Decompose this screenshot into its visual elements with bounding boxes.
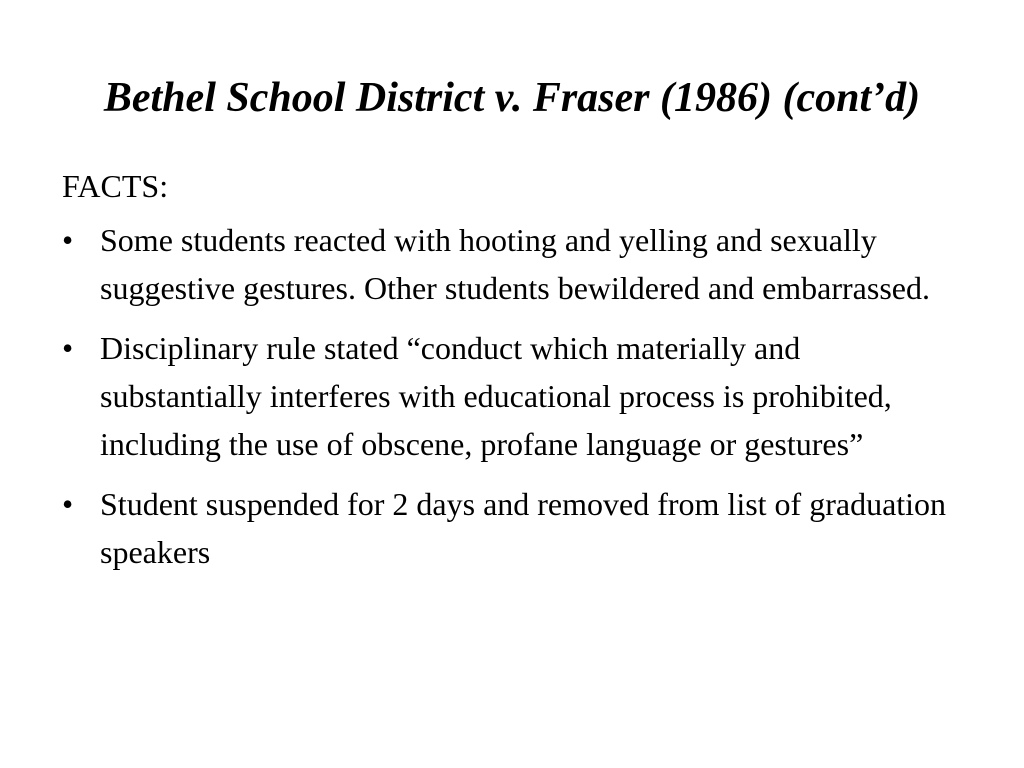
bullet-item bbox=[62, 480, 962, 576]
bullet-item bbox=[62, 216, 962, 312]
bullet-text: Some students reacted with hooting and yelling and sexually suggestive gestures. Other students bewildered and embarrassed. bbox=[100, 222, 930, 306]
slide-title: Bethel School District v. Fraser (1986) (cont’d) bbox=[103, 75, 921, 121]
bullet-icon: • bbox=[62, 222, 74, 258]
bullet-item bbox=[62, 324, 962, 468]
section-heading: FACTS: bbox=[62, 168, 169, 204]
bullet-text: Student suspended for 2 days and removed from list of graduation speakers bbox=[100, 486, 947, 570]
bullet-icon: • bbox=[62, 330, 74, 366]
slide-body bbox=[62, 162, 962, 588]
bullet-icon: • bbox=[62, 486, 74, 522]
bullet-text: Disciplinary rule stated “conduct which materially and substantially interferes with educational process is prohibited, including the use of obscene, profane language or gestures” bbox=[100, 330, 892, 462]
bullet-list bbox=[62, 216, 962, 576]
